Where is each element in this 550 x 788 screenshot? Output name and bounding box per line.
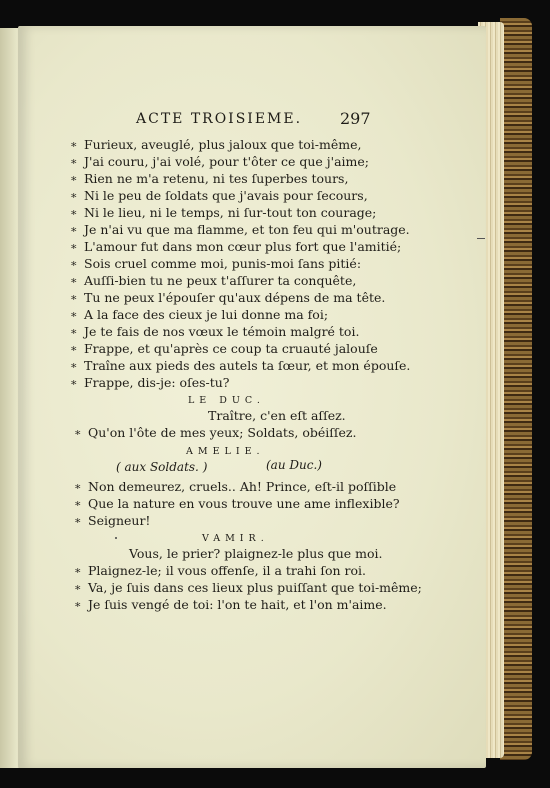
- asterisk-icon: ∗: [74, 514, 82, 527]
- verse-line: ∗ Auſſi-bien tu ne peux t'aſſurer ta conquête,: [70, 273, 357, 288]
- asterisk-icon: ∗: [74, 480, 82, 493]
- asterisk-icon: ∗: [70, 257, 78, 270]
- page-number: 297: [340, 109, 371, 128]
- asterisk-icon: ∗: [74, 598, 82, 611]
- asterisk-icon: ∗: [70, 376, 78, 389]
- asterisk-icon: ∗: [70, 172, 78, 185]
- verse-line: ∗ Plaignez-le; il vous offenſe, il a trahi ſon roi.: [74, 563, 367, 578]
- asterisk-icon: ∗: [70, 342, 78, 355]
- asterisk-icon: ∗: [70, 155, 78, 168]
- verse-line: ∗ Je n'ai vu que ma flamme, et ton feu qui m'outrage.: [70, 222, 410, 237]
- asterisk-icon: ∗: [70, 308, 78, 321]
- speaker-name: LE DUC.: [188, 395, 265, 406]
- asterisk-icon: ∗: [70, 189, 78, 202]
- running-head: ACTE TROISIEME.: [136, 111, 303, 127]
- stage-direction: ( aux Soldats. ): [116, 460, 208, 474]
- asterisk-icon: ∗: [70, 359, 78, 372]
- verse-line: ∗ Ni le peu de ſoldats que j'avais pour ſecours,: [70, 188, 368, 203]
- asterisk-icon: ∗: [74, 497, 82, 510]
- stage-direction: (au Duc.): [266, 458, 322, 472]
- asterisk-icon: ∗: [70, 240, 78, 253]
- gilt-page-edge: [500, 18, 532, 760]
- speaker-name: AMELIE.: [186, 446, 265, 457]
- verse-line: ∗ Non demeurez, cruels.. Ah! Prince, eſt-il poſſible: [74, 479, 397, 494]
- asterisk-icon: ∗: [74, 581, 82, 594]
- verse-line: ∗ Frappe, et qu'après ce coup ta cruauté jalouſe: [70, 341, 378, 356]
- verse-line: ∗ Frappe, dis-je: oſes-tu?: [70, 375, 230, 390]
- asterisk-icon: ∗: [70, 274, 78, 287]
- asterisk-icon: ∗: [74, 426, 82, 439]
- asterisk-icon: ∗: [70, 223, 78, 236]
- verse-line: ∗ Je ſuis vengé de toi: l'on te hait, et l'on m'aime.: [74, 597, 387, 612]
- verse-line: ∗ Traîne aux pieds des autels ta ſœur, et mon épouſe.: [70, 358, 411, 373]
- verse-line: ∗ Furieux, aveuglé, plus jaloux que toi-même,: [70, 137, 362, 152]
- verse-line: ∗ A la face des cieux je lui donne ma foi;: [70, 307, 329, 322]
- verse-line: ∗ Tu ne peux l'épouſer qu'aux dépens de ma tête.: [70, 290, 386, 305]
- verse-line: ∗ Sois cruel comme moi, punis-moi ſans pitié:: [70, 256, 362, 271]
- verse-line: ∗ L'amour fut dans mon cœur plus fort que l'amitié;: [70, 239, 402, 254]
- verse-line: ∗ Seigneur!: [74, 513, 151, 528]
- asterisk-icon: ∗: [70, 138, 78, 151]
- verse-line: Traître, c'en eſt aſſez.: [208, 408, 346, 423]
- asterisk-icon: ∗: [70, 206, 78, 219]
- verse-line: ∗ J'ai couru, j'ai volé, pour t'ôter ce que j'aime;: [70, 154, 369, 169]
- asterisk-icon: ∗: [74, 564, 82, 577]
- verse-line: ∗ Que la nature en vous trouve une ame inflexible?: [74, 496, 400, 511]
- verse-line: ∗ Va, je ſuis dans ces lieux plus puiſſant que toi-même;: [74, 580, 422, 595]
- verse-line: ∗ Je te fais de nos vœux le témoin malgré toi.: [70, 324, 360, 339]
- asterisk-icon: ∗: [70, 325, 78, 338]
- asterisk-icon: ∗: [70, 291, 78, 304]
- speaker-name: VAMIR.: [202, 533, 269, 544]
- verse-line: Vous, le prier? plaignez-le plus que moi.: [129, 546, 383, 561]
- verse-line: ∗ Qu'on l'ôte de mes yeux; Soldats, obéiſſez.: [74, 425, 357, 440]
- paper-fleck: [115, 537, 117, 539]
- verse-line: ∗ Ni le lieu, ni le temps, ni ſur-tout ton courage;: [70, 205, 377, 220]
- verse-line: ∗ Rien ne m'a retenu, ni tes ſuperbes tours,: [70, 171, 349, 186]
- book-page: [18, 26, 486, 768]
- margin-mark: [477, 238, 485, 239]
